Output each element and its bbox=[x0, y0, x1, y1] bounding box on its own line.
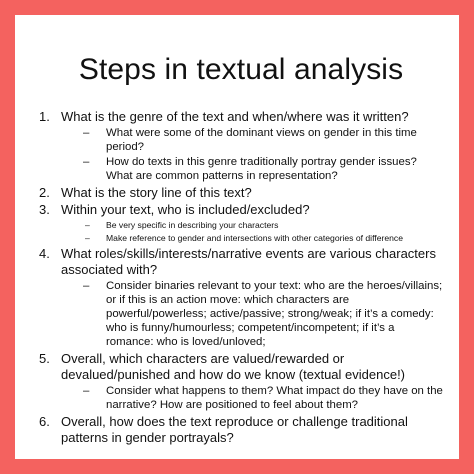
sub-item-text: Consider binaries relevant to your text: who are the heroes/villains; or if this is an action move: which characters are powerful/powerless; active/passive; strong/weak; if it’s a comedy: who is funny/humourless; competent/incompetent; if it’s a romance: who is loved/unloved; bbox=[106, 280, 443, 348]
sub-item-text: Make reference to gender and intersections with other categories of difference bbox=[106, 233, 403, 243]
sub-item bbox=[61, 219, 443, 231]
step-item bbox=[39, 246, 443, 349]
step-number: 4. bbox=[39, 246, 50, 261]
step-text: What roles/skills/interests/narrative events are various characters associated with? bbox=[61, 246, 436, 277]
sub-item-text: Consider what happens to them? What impact do they have on the narrative? How are positioned to feel about them? bbox=[106, 385, 443, 411]
step-text: What is the story line of this text? bbox=[61, 185, 252, 200]
sub-list bbox=[61, 126, 443, 183]
step-item bbox=[39, 109, 443, 183]
sub-item bbox=[61, 232, 443, 244]
dash-bullet: – bbox=[83, 280, 90, 292]
sub-item bbox=[61, 126, 443, 154]
dash-bullet: – bbox=[83, 127, 90, 139]
sub-item bbox=[61, 384, 443, 412]
sub-list bbox=[61, 219, 443, 244]
step-number: 6. bbox=[39, 414, 50, 429]
sub-item bbox=[61, 279, 443, 349]
step-item bbox=[39, 185, 443, 201]
step-number: 2. bbox=[39, 185, 50, 200]
dash-bullet: – bbox=[85, 220, 90, 230]
sub-item-text: What were some of the dominant views on gender in this time period? bbox=[106, 127, 417, 153]
step-text: Overall, which characters are valued/rewarded or devalued/punished and how do we know (textual evidence!) bbox=[61, 351, 406, 382]
step-number: 1. bbox=[39, 109, 50, 124]
step-item bbox=[39, 414, 443, 446]
step-item bbox=[39, 351, 443, 412]
sub-item-text: Be very specific in describing your characters bbox=[106, 220, 279, 230]
dash-bullet: – bbox=[85, 233, 90, 243]
slide-title: Steps in textual analysis bbox=[78, 53, 404, 86]
step-text: Within your text, who is included/excluded? bbox=[61, 202, 310, 217]
steps-list bbox=[39, 109, 443, 446]
step-text: Overall, how does the text reproduce or challenge traditional patterns in gender portrayals? bbox=[61, 414, 408, 445]
sub-list bbox=[61, 279, 443, 349]
slide bbox=[15, 15, 459, 459]
step-number: 5. bbox=[39, 351, 50, 366]
dash-bullet: – bbox=[83, 385, 90, 397]
step-number: 3. bbox=[39, 202, 50, 217]
sub-item bbox=[61, 155, 443, 183]
sub-list bbox=[61, 384, 443, 412]
step-item bbox=[39, 202, 443, 244]
step-text: What is the genre of the text and when/where was it written? bbox=[61, 109, 409, 124]
dash-bullet: – bbox=[83, 156, 90, 168]
sub-item-text: How do texts in this genre traditionally portray gender issues? What are common patterns in representation? bbox=[106, 156, 417, 182]
